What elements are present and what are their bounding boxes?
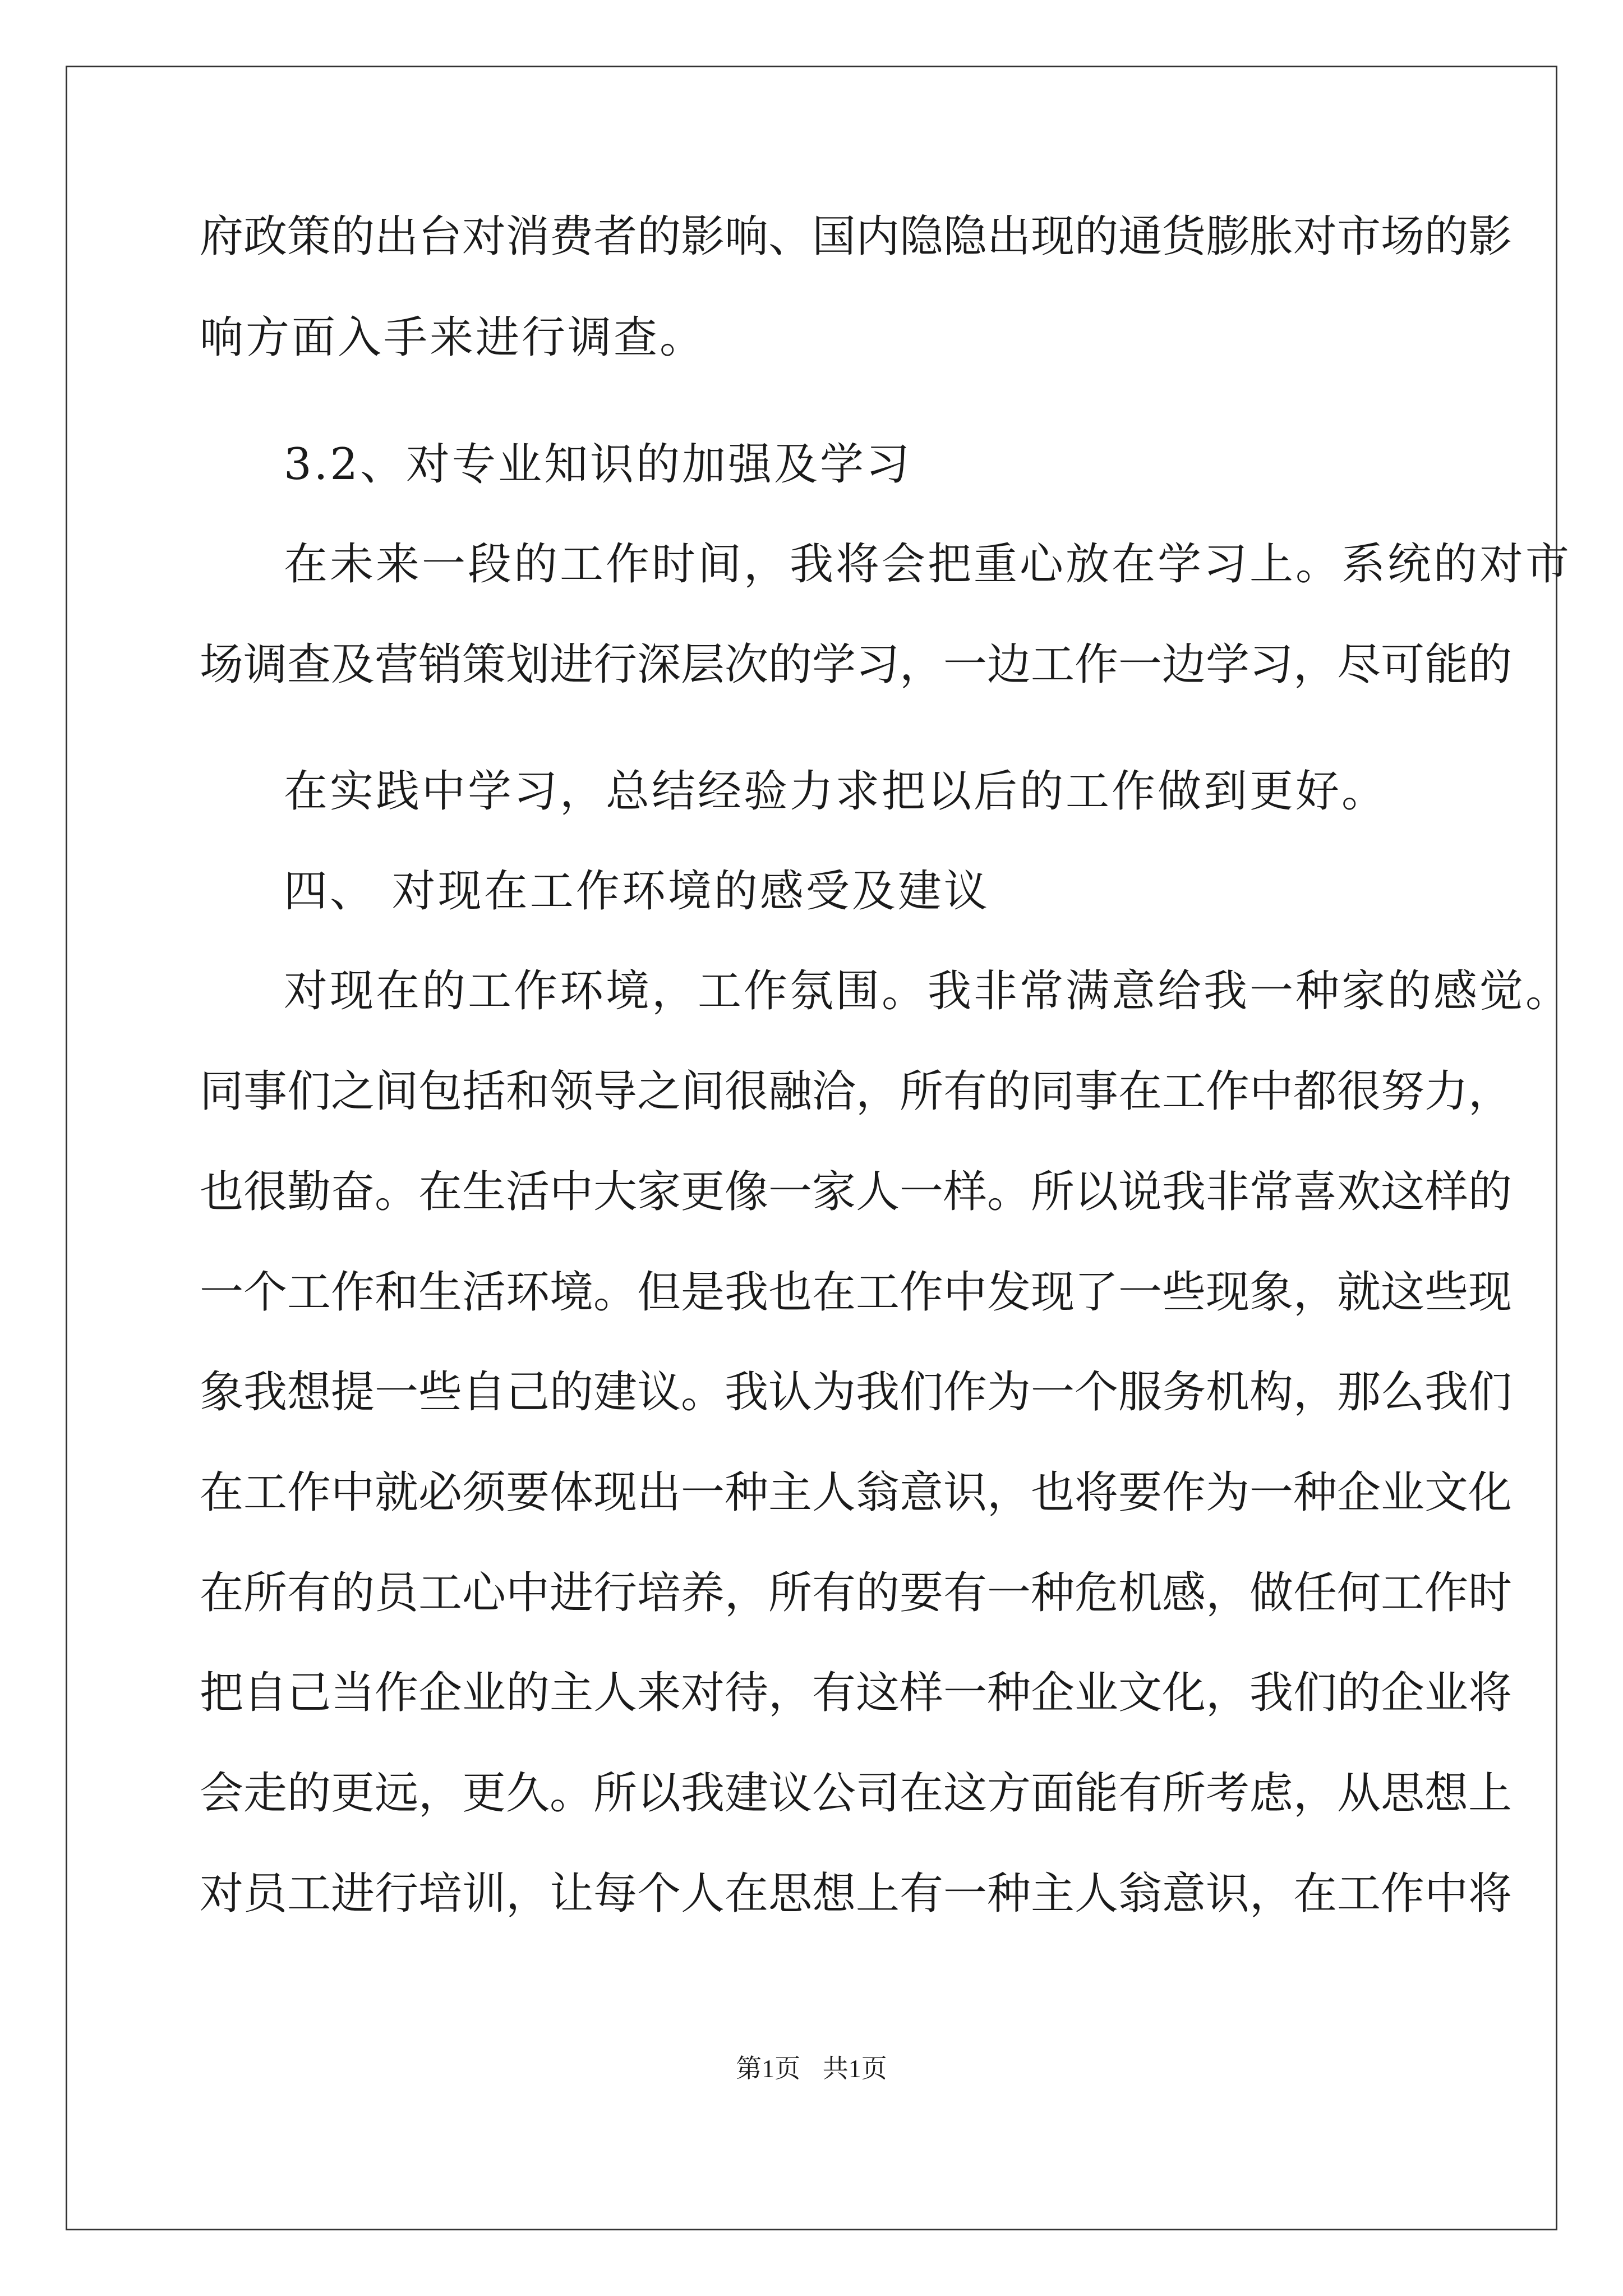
text-line: 把自己当作企业的主人来对待，有这样一种企业文化，我们的企业将: [200, 1668, 1513, 1718]
section-heading: 3.2、对专业知识的加强及学习: [284, 439, 912, 490]
text-line: 在实践中学习，总结经验力求把以后的工作做到更好。: [284, 766, 1388, 817]
text-line: 场调查及营销策划进行深层次的学习，一边工作一边学习，尽可能的: [200, 639, 1513, 690]
text-line: 同事们之间包括和领导之间很融洽，所有的同事在工作中都很努力，: [200, 1066, 1513, 1117]
text-line: 象我想提一些自己的建议。我认为我们作为一个服务机构，那么我们: [200, 1367, 1513, 1418]
page-total: 共1页: [822, 2054, 887, 2083]
text-line: 在未来一段的工作时间，我将会把重心放在学习上。系统的对市: [284, 539, 1572, 590]
text-line: 会走的更远，更久。所以我建议公司在这方面能有所考虑，从思想上: [200, 1768, 1513, 1819]
section-heading: 四、 对现在工作环境的感受及建议: [284, 866, 990, 917]
text-line: 在所有的员工心中进行培养，所有的要有一种危机感，做任何工作时: [200, 1568, 1513, 1618]
text-line: 在工作中就必须要体现出一种主人翁意识，也将要作为一种企业文化: [200, 1467, 1513, 1518]
text-line: 也很勤奋。在生活中大家更像一家人一样。所以说我非常喜欢这样的: [200, 1167, 1513, 1217]
text-line: 对员工进行培训，让每个人在思想上有一种主人翁意识，在工作中将: [200, 1869, 1513, 1919]
text-line: 对现在的工作环境，工作氛围。我非常满意给我一种家的感觉。: [284, 966, 1572, 1016]
page-footer: [0, 2052, 1623, 2086]
text-line: 一个工作和生活环境。但是我也在工作中发现了一些现象，就这些现: [200, 1267, 1513, 1318]
text-line: 响方面入手来进行调查。: [200, 312, 706, 363]
page-number: 第1页: [736, 2054, 801, 2083]
text-line: 府政策的出台对消费者的影响、国内隐隐出现的通货膨胀对市场的影: [200, 211, 1513, 262]
